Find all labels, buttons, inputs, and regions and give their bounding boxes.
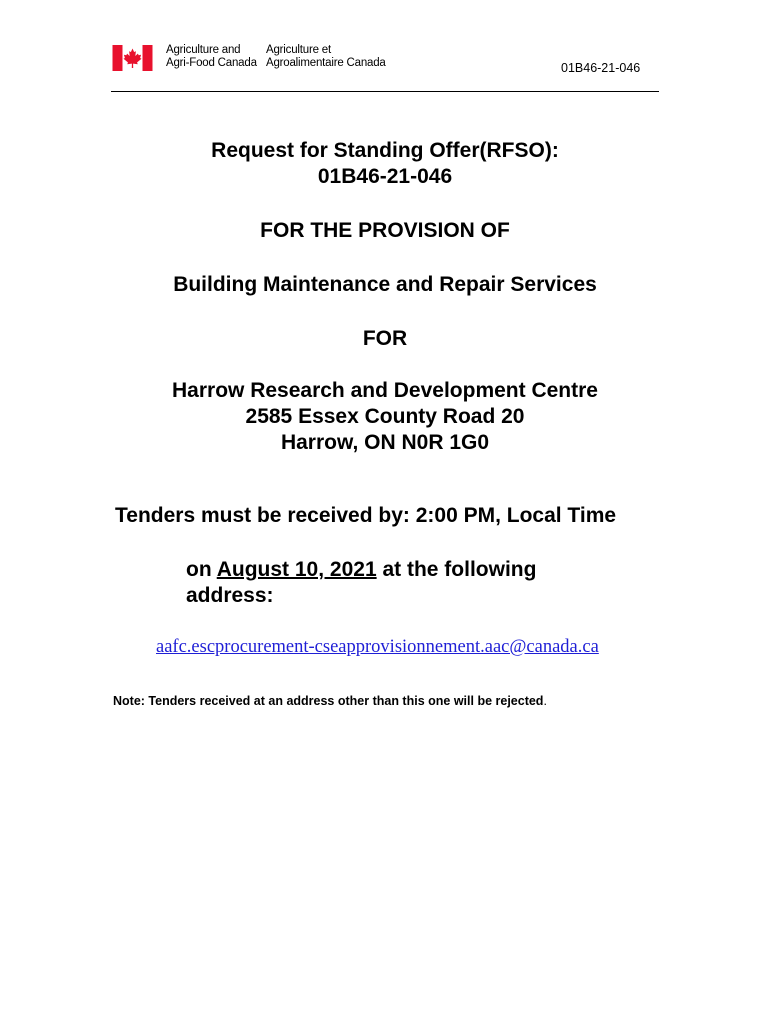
deadline-date: August 10, 2021	[216, 558, 377, 581]
title-rfso-number: 01B46-21-046	[317, 165, 453, 188]
for-heading: FOR	[362, 327, 408, 350]
provision-heading: FOR THE PROVISION OF	[260, 219, 510, 242]
location-address	[0, 378, 770, 456]
canada-flag-icon	[112, 45, 153, 71]
department-en-line-2: Agri-Food Canada	[166, 57, 257, 69]
service-heading: Building Maintenance and Repair Services	[173, 273, 597, 296]
location-name: Harrow Research and Development Centre	[172, 379, 598, 402]
location-street: 2585 Essex County Road 20	[245, 405, 525, 428]
header-document-number: 01B46-21-046	[561, 61, 641, 75]
header-divider	[111, 91, 659, 92]
department-name-english	[166, 44, 257, 70]
document-header	[0, 0, 770, 95]
deadline-suffix: at the following address:	[186, 558, 537, 607]
rejection-note	[113, 694, 547, 709]
submission-email-link[interactable]: aafc.escprocurement-cseapprovisionnement.aac@canada.ca	[156, 637, 599, 657]
department-name-french	[266, 44, 386, 70]
title-heading	[0, 138, 770, 190]
deadline-date-line	[186, 557, 606, 609]
department-en-line-1: Agriculture and	[166, 44, 241, 56]
deadline-prefix: on	[186, 558, 217, 581]
department-fr-line-1: Agriculture et	[266, 44, 331, 56]
location-city: Harrow, ON N0R 1G0	[280, 431, 490, 454]
note-period: .	[543, 694, 547, 708]
title-line: Request for Standing Offer(RFSO):	[211, 139, 559, 162]
note-text: Note: Tenders received at an address other than this one will be rejected	[113, 694, 544, 708]
department-fr-line-2: Agroalimentaire Canada	[266, 57, 386, 69]
deadline-time: Tenders must be received by: 2:00 PM, Local Time	[115, 504, 617, 527]
